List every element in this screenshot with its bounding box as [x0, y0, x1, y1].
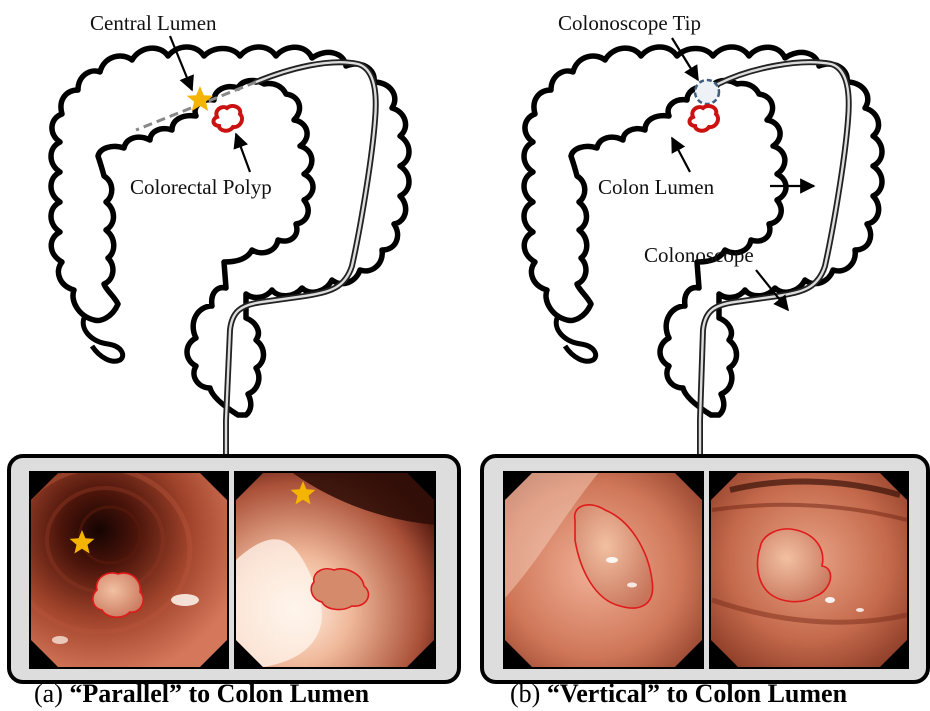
appendix-a [83, 318, 122, 361]
label-colonoscope-tip: Colonoscope Tip [558, 11, 701, 35]
arrow-colorectal-polyp [236, 134, 250, 172]
endoscopy-image-b2 [709, 471, 909, 669]
endoscopy-image-a2 [234, 471, 436, 669]
arrow-colon-lumen-left [672, 138, 690, 172]
caption-b-prefix: (b) [510, 679, 547, 708]
label-colon-lumen: Colon Lumen [598, 175, 715, 199]
appendix-b [556, 318, 595, 361]
caption-b [490, 679, 859, 708]
label-colonoscope: Colonoscope [644, 243, 754, 267]
label-colorectal-polyp: Colorectal Polyp [130, 175, 272, 199]
caption-a-suffix: to Colon Lumen [182, 679, 370, 708]
caption-b-suffix: to Colon Lumen [659, 679, 848, 708]
caption-a-prefix: (a) [34, 679, 70, 708]
caption-a [14, 679, 381, 708]
endoscopy-image-a1 [10, 468, 229, 669]
caption-a-quoted: “Parallel” [69, 679, 182, 708]
label-central-lumen: Central Lumen [90, 11, 217, 35]
scope-tip-marker [695, 80, 719, 104]
caption-b-quoted: “Vertical” [546, 679, 660, 708]
polyp-marker-a [213, 106, 242, 131]
polyp-marker-b [689, 106, 718, 131]
endoscopy-image-b1 [503, 471, 704, 669]
